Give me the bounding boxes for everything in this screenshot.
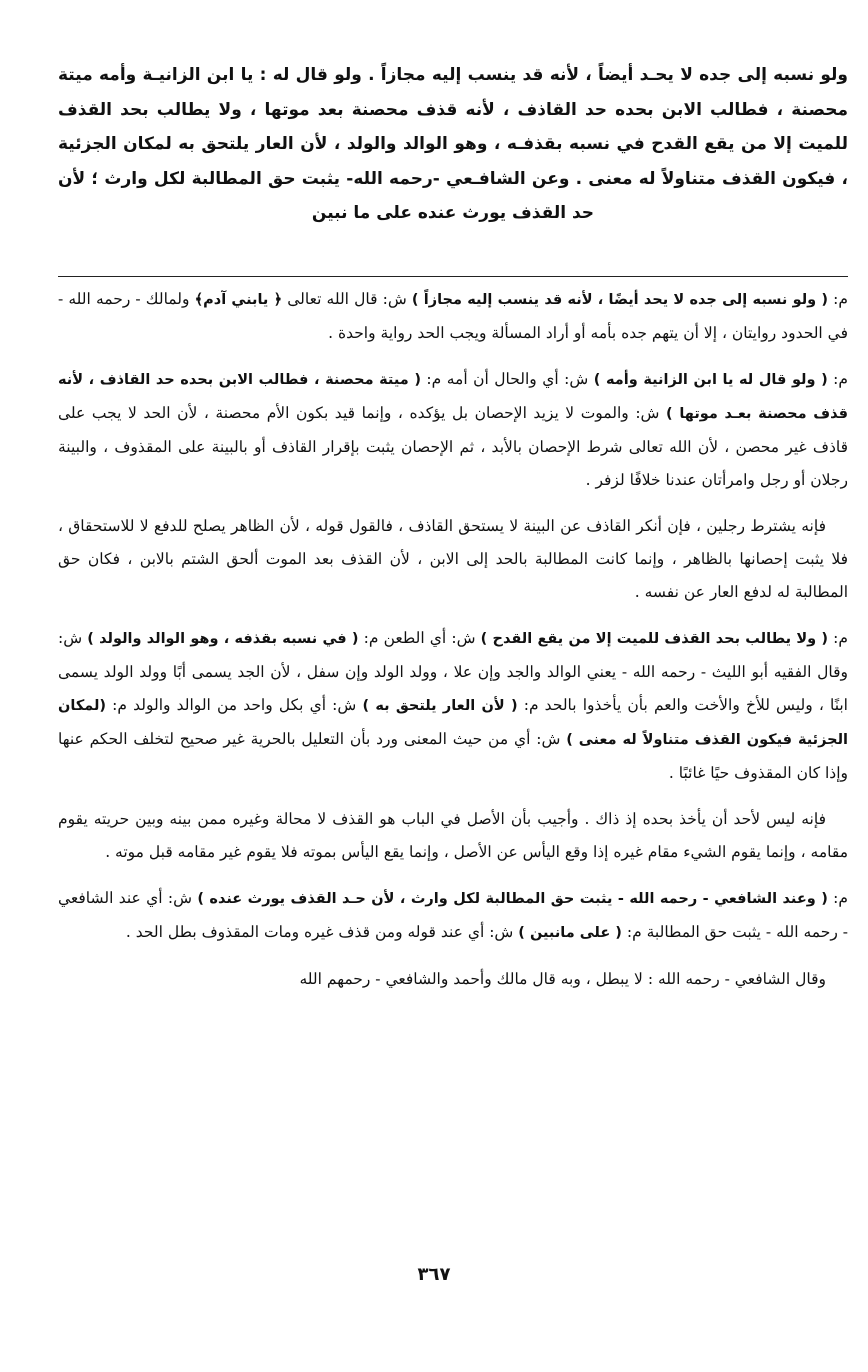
book-page <box>58 58 848 1348</box>
quoted-matn-text: ( في نسبه بقذفه ، وهو الوالد والولد ) <box>87 631 359 647</box>
commentary-paragraph <box>58 882 848 950</box>
commentary-paragraph <box>58 363 848 497</box>
quoted-matn-text: ( ولا يطالب بحد القذف للميت إلا من يقع القدح ) <box>480 631 829 647</box>
commentary-text: ش: أي الطعن م: <box>358 629 481 647</box>
commentary-text: م: <box>827 889 848 907</box>
commentary-text: ش: والموت لا يزيد الإحصان بل يؤكده ، وإنما قيد بكون الأم محصنة ، لأن الحد لا يجب على قاذف غير محصن ، لأن الله تعالى شرط الإحصان بالأبد ، ثم الإحصان يثبت بإقرار القاذف أو بالبينة على المقذوف ، والبينة رجلان أو رجل وامرأتان عندنا خلافًا لزفر . <box>58 404 848 489</box>
quoted-matn-text: ( ولو قال له يا ابن الزانية وأمه ) <box>593 372 828 388</box>
commentary-text: ش: أي من حيث المعنى ورد بأن التعليل بالحرية غير صحيح لتخلف الحكم عنها وإذا كان المقذوف حيًا غائبًا . <box>58 730 848 782</box>
commentary-paragraph <box>58 963 848 996</box>
commentary-paragraph <box>58 622 848 790</box>
commentary-text: ولمالك - رحمه الله - في الحدود روايتان ، إلا أن يتهم جده بأمه أو أراد المسألة ويجب الحد رواية واحدة . <box>58 290 848 342</box>
quoted-matn-text: ( وعند الشافعي - رحمه الله - يثبت حق المطالبة لكل وارث ، لأن حـد القذف يورث عنده ) <box>197 891 828 907</box>
commentary-text: م: <box>827 370 848 388</box>
commentary-text: م: <box>828 290 848 308</box>
commentary-text: ش: أي والحال أن أمه م: <box>420 370 594 388</box>
commentary-text: فإنه ليس لأحد أن يأخذ بحده إذ ذاك . وأجيب بأن الأصل في الباب هو القذف لا محالة وغيره ممن بينه وبين حريته يقوم مقامه ، وإنما يقوم الشيء مقام غيره إذا وقع اليأس عن الأصل ، وإنما يقع اليأس بموته فلا يقوم غير مقامه قبل موته . <box>58 810 848 861</box>
commentary-paragraph <box>58 283 848 350</box>
commentary-text: ش: قال الله تعالى <box>282 290 412 308</box>
main-text: ولو نسبه إلى جده لا يحـد أيضاً ، لأنه قد ينسب إليه مجازاً . ولو قال له : يا ابن الزانيـة وأمه ميتة محصنة ، فطالب الابن بحده حد القاذف ، لأنه قذف محصنة بعد موتها ، ولا يطالب بحد القذف للميت إلا من يقع القدح في نسبه بقذفـه ، وهو الوالد والولد ، لأن العار يلتحق به لمكان الجزئية ، فيكون القذف متناولاً له معنى . وعن الشافـعي -رحمه الله- يثبت حق المطالبة لكل وارث ؛ لأن حد القذف يورث عنده على ما نبين <box>58 65 848 223</box>
quoted-matn-text: ( ولو نسبه إلى جده لا يحد أيضًا ، لأنه قد ينسب إليه مجازاً ) <box>411 292 829 308</box>
quoted-matn-text: ( لأن العار يلتحق به ) <box>362 698 518 714</box>
quoted-matn-text: ﴿ يابني آدم﴾ <box>194 292 283 308</box>
commentary-text: م: <box>828 629 849 647</box>
text-separator-line <box>58 276 848 277</box>
commentary-text: ش: أي عند قوله ومن قذف غيره ومات المقذوف بطل الحد . <box>125 923 519 941</box>
commentary-text: ش: أي بكل واحد من الوالد والولد م: <box>106 696 363 714</box>
commentary-text: وقال الشافعي - رحمه الله : لا يبطل ، وبه قال مالك وأحمد والشافعي - رحمهم الله <box>299 970 826 988</box>
commentary-paragraph <box>58 510 848 609</box>
commentary-text: ش: وقال الفقيه أبو الليث - رحمه الله - يعني الوالد والجد وإن علا ، وولد الولد وإن سفل ، لأن الجد يسمى أبًا وولد الولد يسمى ابنًا ، وليس للأخ والأخت والعم بأن يأخذوا بالحد م: <box>58 629 848 714</box>
commentary-text: ش: أي عند الشافعي - رحمه الله - يثبت حق المطالبة م: <box>58 889 848 941</box>
page-number: ٣٦٧ <box>417 1264 451 1285</box>
quoted-matn-text: (لمكان الجزئية فيكون القذف متناولاً له معنى ) <box>58 698 849 748</box>
quoted-matn-text: ( على مانبين ) <box>518 925 622 941</box>
quoted-matn-text: ( ميتة محصنة ، فطالب الابن بحده حد القاذف ، لأنه قذف محصنة بعـد موتها ) <box>58 372 848 422</box>
commentary-paragraph <box>58 803 848 869</box>
commentary-section <box>58 283 848 996</box>
commentary-text: فإنه يشترط رجلين ، فإن أنكر القاذف عن البينة لا يستحق القاذف ، فالقول قوله ، لأن الظاهر يصلح للدفع لا للاستحقاق ، فلا يثبت إحصانها بالظاهر ، وإنما كانت المطالبة بالحد إلى الابن ، لأن القذف بعد الموت ألحق الشتم بالابن ، فكان حق المطالبة له لدفع العار عن نفسه . <box>58 517 848 601</box>
